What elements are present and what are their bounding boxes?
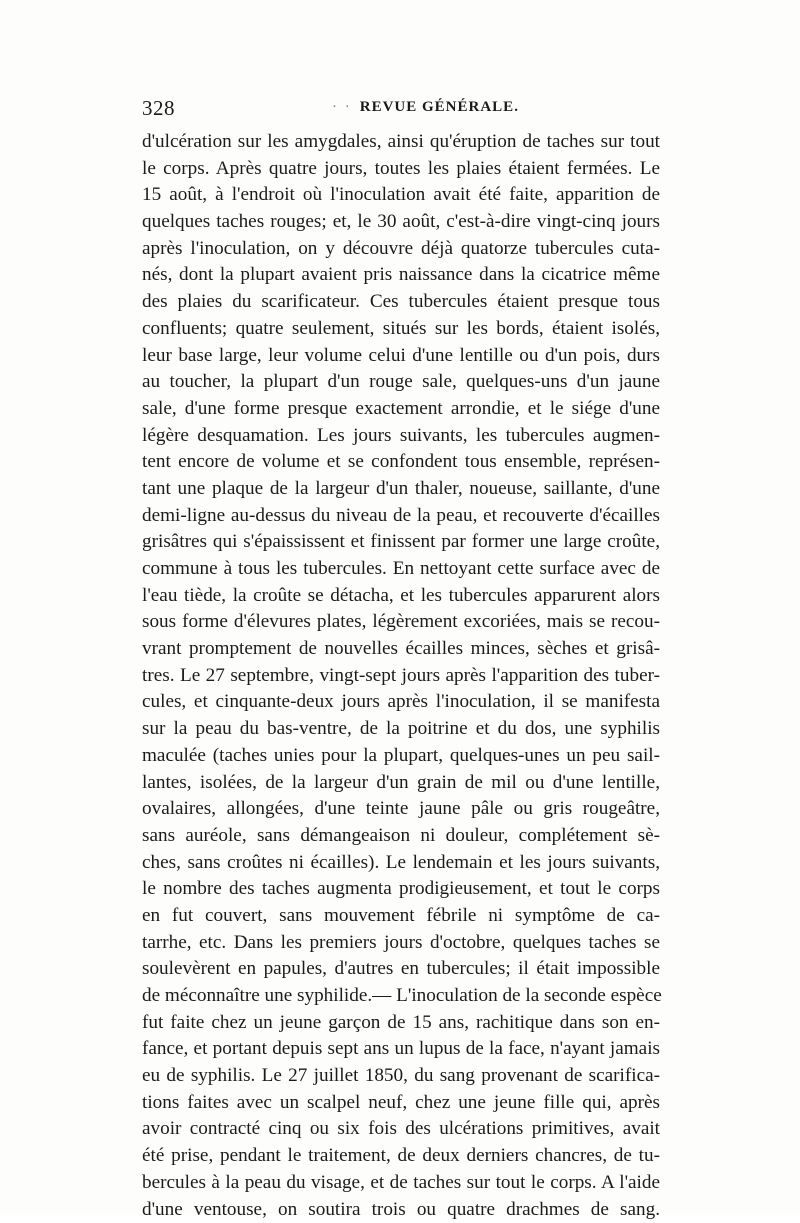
text-line: été prise, pendant le traitement, de deux derniers chancres, de tu-	[142, 1143, 660, 1170]
text-line: cules, et cinquante-deux jours après l'inoculation, il se manifesta	[142, 689, 660, 716]
text-line: nés, dont la plupart avaient pris naissance dans la cicatrice même	[142, 262, 660, 289]
text-line: ches, sans croûtes ni écailles). Le lendemain et les jours suivants,	[142, 850, 660, 877]
text-line: de méconnaître une syphilide.— L'inoculation de la seconde espèce	[142, 983, 660, 1010]
text-line: l'eau tiède, la croûte se détacha, et les tubercules apparurent alors	[142, 583, 660, 610]
text-line: sur la peau du bas-ventre, de la poitrine et du dos, une syphilis	[142, 716, 660, 743]
text-line: après l'inoculation, on y découvre déjà quatorze tubercules cuta-	[142, 236, 660, 263]
text-line: ovalaires, allongées, d'une teinte jaune pâle ou gris rougeâtre,	[142, 796, 660, 823]
text-line: bercules à la peau du visage, et de taches sur tout le corps. A l'aide	[142, 1170, 660, 1197]
text-line: le corps. Après quatre jours, toutes les plaies étaient fermées. Le	[142, 156, 660, 183]
text-line: commune à tous les tubercules. En nettoyant cette surface avec de	[142, 556, 660, 583]
text-line: d'ulcération sur les amygdales, ainsi qu'éruption de taches sur tout	[142, 129, 660, 156]
page-header	[142, 96, 660, 126]
text-line: confluents; quatre seulement, situés sur les bords, étaient isolés,	[142, 316, 660, 343]
text-line: tions faites avec un scalpel neuf, chez une jeune fille qui, après	[142, 1090, 660, 1117]
running-title-text: REVUE GÉNÉRALE.	[360, 99, 519, 115]
text-line: au toucher, la plupart d'un rouge sale, quelques-uns d'un jaune	[142, 369, 660, 396]
text-line: légère desquamation. Les jours suivants, les tubercules augmen-	[142, 423, 660, 450]
text-line: leur base large, leur volume celui d'une lentille ou d'un pois, durs	[142, 343, 660, 370]
text-line: tant une plaque de la largeur d'un thaler, noueuse, saillante, d'une	[142, 476, 660, 503]
text-line: tent encore de volume et se confondent tous ensemble, représen-	[142, 449, 660, 476]
running-title	[332, 99, 519, 116]
text-line: eu de syphilis. Le 27 juillet 1850, du sang provenant de scarifica-	[142, 1063, 660, 1090]
text-line: le nombre des taches augmenta prodigieusement, et tout le corps	[142, 876, 660, 903]
text-line: soulevèrent en papules, d'autres en tubercules; il était impossible	[142, 956, 660, 983]
header-ornament: · ·	[332, 99, 352, 115]
text-line: demi-ligne au-dessus du niveau de la peau, et recouverte d'écailles	[142, 503, 660, 530]
text-line: d'une ventouse, on soutira trois ou quatre drachmes de sang.	[142, 1197, 660, 1223]
text-line: lantes, isolées, de la largeur d'un grain de mil ou d'une lentille,	[142, 770, 660, 797]
text-line: avoir contracté cinq ou six fois des ulcérations primitives, avait	[142, 1116, 660, 1143]
text-line: en fut couvert, sans mouvement fébrile ni symptôme de ca-	[142, 903, 660, 930]
body-text	[142, 129, 660, 1223]
text-line: sans auréole, sans démangeaison ni douleur, complétement sè-	[142, 823, 660, 850]
text-line: sous forme d'élevures plates, légèrement excoriées, mais se recou-	[142, 609, 660, 636]
text-line: fut faite chez un jeune garçon de 15 ans, rachitique dans son en-	[142, 1010, 660, 1037]
text-line: fance, et portant depuis sept ans un lupus de la face, n'ayant jamais	[142, 1036, 660, 1063]
text-line: sale, d'une forme presque exactement arrondie, et le siége d'une	[142, 396, 660, 423]
text-line: tres. Le 27 septembre, vingt-sept jours après l'apparition des tuber-	[142, 663, 660, 690]
text-line: 15 août, à l'endroit où l'inoculation avait été faite, apparition de	[142, 182, 660, 209]
text-line: maculée (taches unies pour la plupart, quelques-unes un peu sail-	[142, 743, 660, 770]
page-number: 328	[142, 96, 175, 121]
text-line: grisâtres qui s'épaississent et finissent par former une large croûte,	[142, 529, 660, 556]
text-line: quelques taches rouges; et, le 30 août, c'est-à-dire vingt-cinq jours	[142, 209, 660, 236]
text-line: tarrhe, etc. Dans les premiers jours d'octobre, quelques taches se	[142, 930, 660, 957]
text-line: des plaies du scarificateur. Ces tubercules étaient presque tous	[142, 289, 660, 316]
text-line: vrant promptement de nouvelles écailles minces, sèches et grisâ-	[142, 636, 660, 663]
